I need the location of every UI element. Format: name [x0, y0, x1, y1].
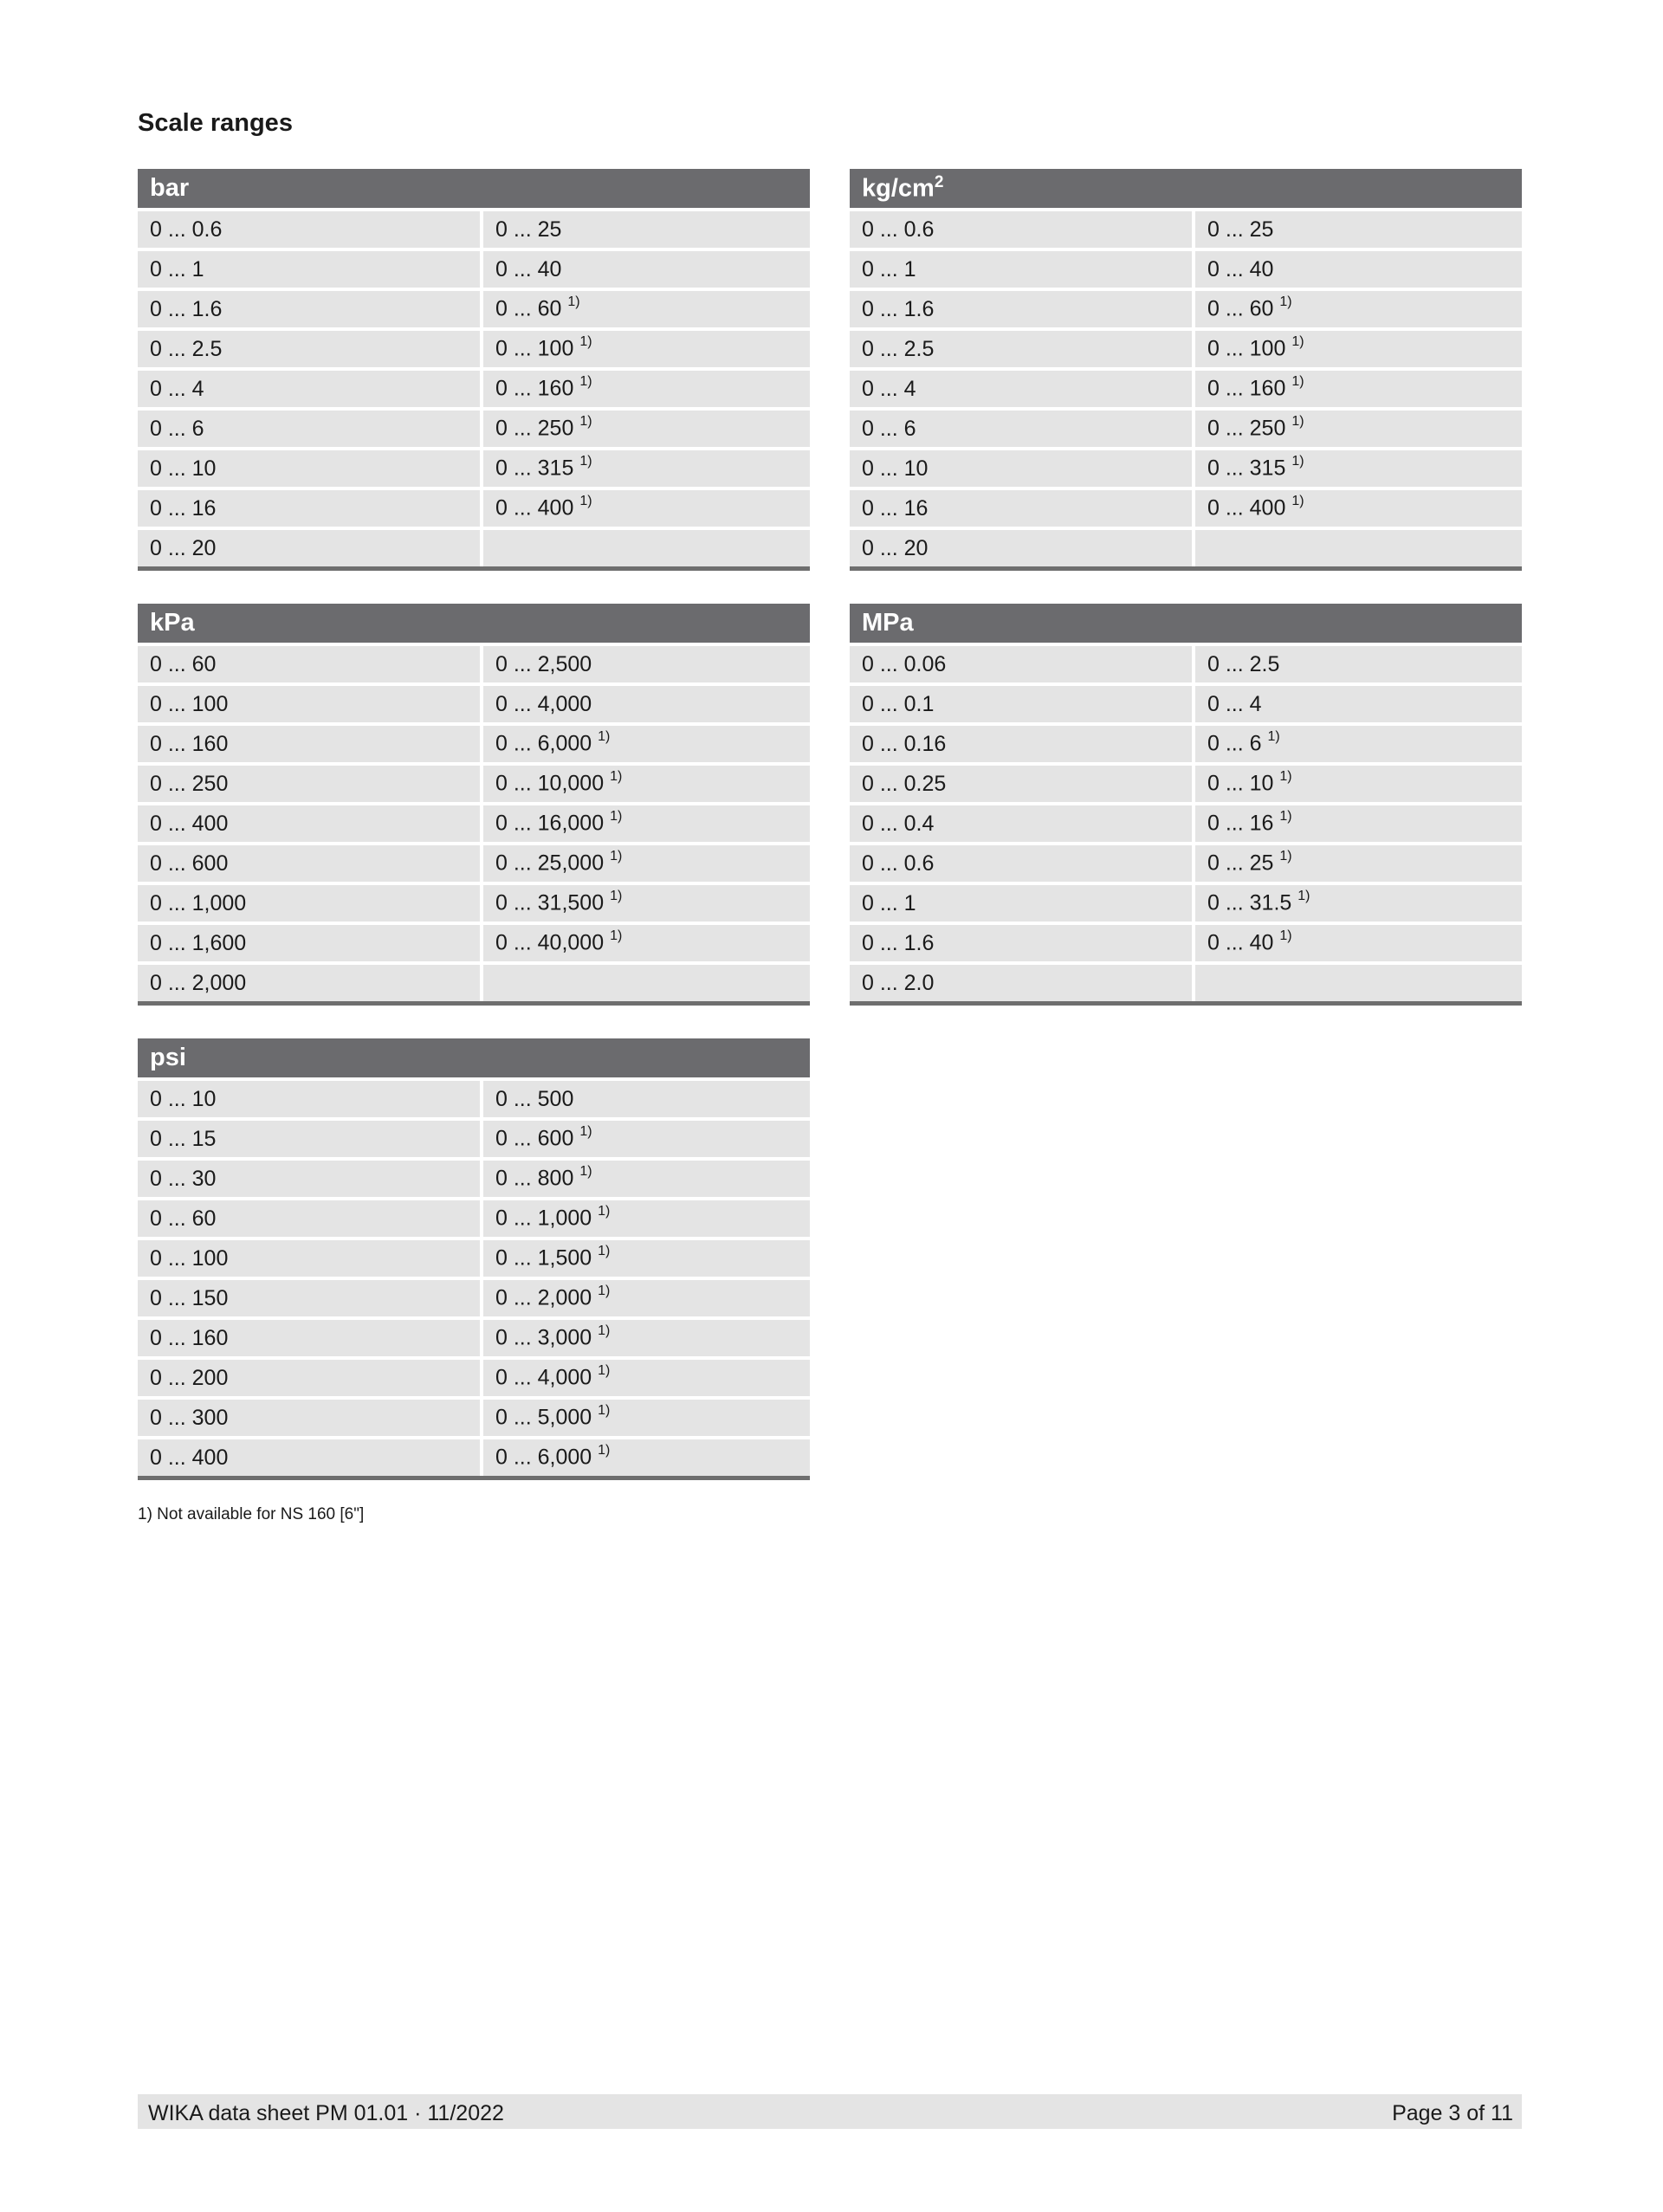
footnote-marker: 1)	[598, 1443, 611, 1458]
range-cell	[1194, 289, 1522, 329]
footnote-marker: 1)	[598, 1244, 611, 1259]
range-cell: 0 ... 1,600	[138, 923, 482, 963]
range-cell: 0 ... 30	[138, 1159, 482, 1199]
range-cell: 0 ... 160	[138, 1318, 482, 1358]
range-cell	[482, 1398, 810, 1438]
footnote-marker: 1)	[579, 334, 592, 350]
table-unit-header	[138, 604, 810, 644]
table-row	[850, 923, 1522, 963]
range-cell	[1194, 764, 1522, 804]
range-cell: 0 ... 0.6	[850, 210, 1194, 249]
table-row	[850, 249, 1522, 289]
range-value: 0 ... 2,500	[495, 651, 592, 676]
footnote-marker: 1)	[1267, 729, 1280, 745]
range-cell	[1194, 684, 1522, 724]
range-value: 0 ... 25	[495, 217, 562, 242]
range-cell	[1194, 409, 1522, 449]
kgcm2-scale-table	[850, 169, 1522, 571]
footnote-marker: 1)	[579, 494, 592, 509]
range-value: 0 ... 40	[495, 256, 562, 281]
table-row	[850, 764, 1522, 804]
range-value: 0 ... 60	[1207, 296, 1274, 321]
range-value: 0 ... 160	[495, 376, 574, 401]
range-cell	[482, 289, 810, 329]
range-cell: 0 ... 2.5	[850, 329, 1194, 369]
range-value: 0 ... 31,500	[495, 890, 605, 915]
table-row	[138, 449, 810, 488]
table-row	[850, 804, 1522, 844]
range-cell: 0 ... 250	[138, 764, 482, 804]
table-row	[138, 844, 810, 883]
range-cell	[482, 1438, 810, 1478]
range-cell	[482, 883, 810, 923]
table-row	[138, 1398, 810, 1438]
table-row	[138, 329, 810, 369]
range-value: 0 ... 2.5	[1207, 651, 1280, 676]
footnote-marker: 1)	[610, 809, 623, 825]
range-value: 0 ... 6	[1207, 731, 1262, 756]
table-row	[138, 1278, 810, 1318]
footnote-marker: 1)	[610, 889, 623, 904]
unit-label: psi	[150, 1044, 186, 1071]
table-unit-header	[850, 169, 1522, 210]
range-cell	[482, 329, 810, 369]
range-cell	[482, 963, 810, 1004]
footnote-marker: 1)	[567, 294, 580, 310]
range-cell	[1194, 963, 1522, 1004]
range-cell: 0 ... 1.6	[850, 289, 1194, 329]
table-row	[850, 644, 1522, 684]
footnote: 1) Not available for NS 160 [6"]	[138, 1505, 365, 1523]
footnote-marker: 1)	[598, 1363, 611, 1379]
range-value: 0 ... 10	[1207, 771, 1274, 796]
footnote-marker: 1)	[1291, 494, 1304, 509]
range-value: 0 ... 400	[1207, 495, 1286, 521]
range-cell: 0 ... 200	[138, 1358, 482, 1398]
range-value: 0 ... 16,000	[495, 811, 605, 836]
range-cell	[482, 1318, 810, 1358]
range-value: 0 ... 4,000	[495, 1365, 592, 1390]
table-row	[850, 449, 1522, 488]
range-cell	[482, 844, 810, 883]
table-row	[138, 804, 810, 844]
range-value: 0 ... 250	[495, 416, 574, 441]
table-row	[138, 1438, 810, 1478]
footnote-marker: 1)	[579, 414, 592, 430]
range-cell	[1194, 883, 1522, 923]
table-unit-header	[138, 169, 810, 210]
table-row	[138, 1119, 810, 1159]
range-cell: 0 ... 160	[138, 724, 482, 764]
range-value: 0 ... 25,000	[495, 851, 605, 876]
range-cell	[1194, 644, 1522, 684]
table-row	[138, 249, 810, 289]
range-cell: 0 ... 1	[850, 883, 1194, 923]
range-cell: 0 ... 0.6	[138, 210, 482, 249]
range-cell: 0 ... 0.16	[850, 724, 1194, 764]
range-value: 0 ... 16	[1207, 811, 1274, 836]
range-value: 0 ... 40	[1207, 256, 1274, 281]
table-row	[138, 1239, 810, 1278]
range-cell: 0 ... 16	[850, 488, 1194, 528]
range-value: 0 ... 100	[1207, 336, 1286, 361]
range-cell: 0 ... 150	[138, 1278, 482, 1318]
range-cell: 0 ... 10	[850, 449, 1194, 488]
range-cell: 0 ... 16	[138, 488, 482, 528]
range-cell	[482, 684, 810, 724]
range-value: 0 ... 250	[1207, 416, 1286, 441]
table-row	[850, 369, 1522, 409]
table-row	[138, 369, 810, 409]
range-cell: 0 ... 400	[138, 804, 482, 844]
table-row	[850, 409, 1522, 449]
range-value: 0 ... 6,000	[495, 731, 592, 756]
footnote-marker: 1)	[598, 1323, 611, 1339]
page-title: Scale ranges	[138, 109, 293, 137]
unit-superscript: 2	[934, 173, 944, 192]
range-cell	[1194, 923, 1522, 963]
range-cell	[482, 210, 810, 249]
range-cell: 0 ... 10	[138, 449, 482, 488]
page-footer	[138, 2094, 1522, 2129]
range-value: 0 ... 600	[495, 1126, 574, 1151]
range-value: 0 ... 4,000	[495, 691, 592, 716]
table-row	[138, 1159, 810, 1199]
range-cell	[1194, 528, 1522, 569]
kpa-scale-table	[138, 604, 810, 1006]
bar-scale-table	[138, 169, 810, 571]
range-value: 0 ... 2,000	[495, 1285, 592, 1310]
table-row	[138, 1318, 810, 1358]
footnote-marker: 1)	[1291, 454, 1304, 469]
range-cell	[482, 1119, 810, 1159]
range-value: 0 ... 25	[1207, 217, 1274, 242]
range-value: 0 ... 5,000	[495, 1405, 592, 1430]
table-row	[138, 923, 810, 963]
range-value: 0 ... 25	[1207, 851, 1274, 876]
range-cell: 0 ... 400	[138, 1438, 482, 1478]
table-row	[138, 684, 810, 724]
range-cell: 0 ... 20	[850, 528, 1194, 569]
range-value: 0 ... 4	[1207, 691, 1262, 716]
range-value: 0 ... 1,000	[495, 1206, 592, 1231]
table-row	[850, 724, 1522, 764]
range-cell	[482, 1079, 810, 1119]
range-value: 0 ... 60	[495, 296, 562, 321]
range-cell	[1194, 249, 1522, 289]
footnote-marker: 1)	[1279, 849, 1292, 864]
range-cell	[482, 249, 810, 289]
footnote-marker: 1)	[1291, 414, 1304, 430]
range-cell: 0 ... 4	[138, 369, 482, 409]
table-row	[138, 883, 810, 923]
table-row	[850, 528, 1522, 569]
range-cell	[482, 804, 810, 844]
range-cell: 0 ... 60	[138, 1199, 482, 1239]
range-cell	[1194, 724, 1522, 764]
range-cell: 0 ... 600	[138, 844, 482, 883]
table-row	[138, 963, 810, 1004]
range-cell	[482, 449, 810, 488]
range-cell: 0 ... 20	[138, 528, 482, 569]
footnote-marker: 1)	[579, 1124, 592, 1140]
range-cell: 0 ... 300	[138, 1398, 482, 1438]
footnote-marker: 1)	[1279, 294, 1292, 310]
table-row	[850, 963, 1522, 1004]
psi-scale-table	[138, 1038, 810, 1480]
mpa-scale-table	[850, 604, 1522, 1006]
table-row	[850, 329, 1522, 369]
range-cell	[1194, 369, 1522, 409]
table-row	[138, 528, 810, 569]
range-cell	[482, 764, 810, 804]
range-value: 0 ... 100	[495, 336, 574, 361]
footnote-marker: 1)	[598, 1284, 611, 1299]
range-cell: 0 ... 2.5	[138, 329, 482, 369]
range-cell: 0 ... 4	[850, 369, 1194, 409]
range-cell	[482, 1239, 810, 1278]
footnote-marker: 1)	[598, 1204, 611, 1219]
range-cell: 0 ... 1,000	[138, 883, 482, 923]
range-value: 0 ... 400	[495, 495, 574, 521]
table-row	[138, 1358, 810, 1398]
range-cell	[1194, 488, 1522, 528]
range-cell	[1194, 449, 1522, 488]
range-cell	[482, 369, 810, 409]
range-cell	[482, 1278, 810, 1318]
range-value: 0 ... 315	[495, 456, 574, 481]
table-row	[138, 644, 810, 684]
range-cell	[482, 488, 810, 528]
table-row	[138, 1079, 810, 1119]
range-cell: 0 ... 0.1	[850, 684, 1194, 724]
range-cell	[482, 1199, 810, 1239]
range-value: 0 ... 1,500	[495, 1245, 592, 1271]
range-value: 0 ... 31.5	[1207, 890, 1292, 915]
table-row	[850, 684, 1522, 724]
footer-page-number: Page 3 of 11	[1392, 2101, 1513, 2125]
table-row	[138, 764, 810, 804]
footnote-marker: 1)	[598, 729, 611, 745]
range-cell: 0 ... 100	[138, 1239, 482, 1278]
footnote-marker: 1)	[1297, 889, 1310, 904]
table-row	[850, 883, 1522, 923]
range-cell: 0 ... 1	[138, 249, 482, 289]
footer-document-id: WIKA data sheet PM 01.01 · 11/2022	[148, 2101, 504, 2125]
table-unit-header	[850, 604, 1522, 644]
unit-label: MPa	[862, 609, 914, 637]
footnote-marker: 1)	[579, 374, 592, 390]
unit-label: kPa	[150, 609, 195, 637]
footnote-marker: 1)	[610, 769, 623, 785]
table-row	[850, 844, 1522, 883]
range-value: 0 ... 40,000	[495, 930, 605, 955]
range-value: 0 ... 315	[1207, 456, 1286, 481]
range-cell: 0 ... 0.6	[850, 844, 1194, 883]
range-cell: 0 ... 60	[138, 644, 482, 684]
range-cell	[482, 923, 810, 963]
range-cell: 0 ... 0.4	[850, 804, 1194, 844]
range-value: 0 ... 500	[495, 1086, 574, 1111]
table-row	[138, 1199, 810, 1239]
table-row	[138, 488, 810, 528]
range-cell: 0 ... 2.0	[850, 963, 1194, 1004]
footnote-marker: 1)	[598, 1403, 611, 1419]
range-cell	[482, 1159, 810, 1199]
range-cell: 0 ... 0.06	[850, 644, 1194, 684]
range-value: 0 ... 160	[1207, 376, 1286, 401]
footnote-marker: 1)	[1279, 769, 1292, 785]
range-value: 0 ... 10,000	[495, 771, 605, 796]
range-cell	[482, 1358, 810, 1398]
range-cell	[1194, 844, 1522, 883]
range-cell: 0 ... 1	[850, 249, 1194, 289]
range-cell: 0 ... 2,000	[138, 963, 482, 1004]
range-cell	[482, 644, 810, 684]
footnote-marker: 1)	[1291, 374, 1304, 390]
range-value: 0 ... 6,000	[495, 1445, 592, 1470]
range-cell: 0 ... 6	[138, 409, 482, 449]
range-cell	[1194, 804, 1522, 844]
range-cell: 0 ... 0.25	[850, 764, 1194, 804]
footnote-marker: 1)	[610, 849, 623, 864]
range-cell	[482, 724, 810, 764]
range-cell: 0 ... 10	[138, 1079, 482, 1119]
range-cell	[482, 528, 810, 569]
range-cell	[1194, 210, 1522, 249]
footnote-marker: 1)	[1279, 928, 1292, 944]
table-unit-header	[138, 1038, 810, 1079]
table-row	[850, 210, 1522, 249]
range-cell: 0 ... 1.6	[850, 923, 1194, 963]
table-row	[138, 289, 810, 329]
footnote-marker: 1)	[610, 928, 623, 944]
range-cell	[482, 409, 810, 449]
footnote-marker: 1)	[1291, 334, 1304, 350]
footnote-marker: 1)	[579, 454, 592, 469]
range-value: 0 ... 800	[495, 1166, 574, 1191]
table-row	[850, 488, 1522, 528]
table-row	[850, 289, 1522, 329]
range-value: 0 ... 40	[1207, 930, 1274, 955]
range-cell: 0 ... 1.6	[138, 289, 482, 329]
range-cell: 0 ... 15	[138, 1119, 482, 1159]
footnote-marker: 1)	[1279, 809, 1292, 825]
unit-label: bar	[150, 174, 190, 202]
unit-label: kg/cm	[862, 174, 935, 203]
range-cell: 0 ... 6	[850, 409, 1194, 449]
table-row	[138, 409, 810, 449]
table-row	[138, 210, 810, 249]
range-cell	[1194, 329, 1522, 369]
range-value: 0 ... 3,000	[495, 1325, 592, 1350]
table-row	[138, 724, 810, 764]
footnote-marker: 1)	[579, 1164, 592, 1180]
range-cell: 0 ... 100	[138, 684, 482, 724]
